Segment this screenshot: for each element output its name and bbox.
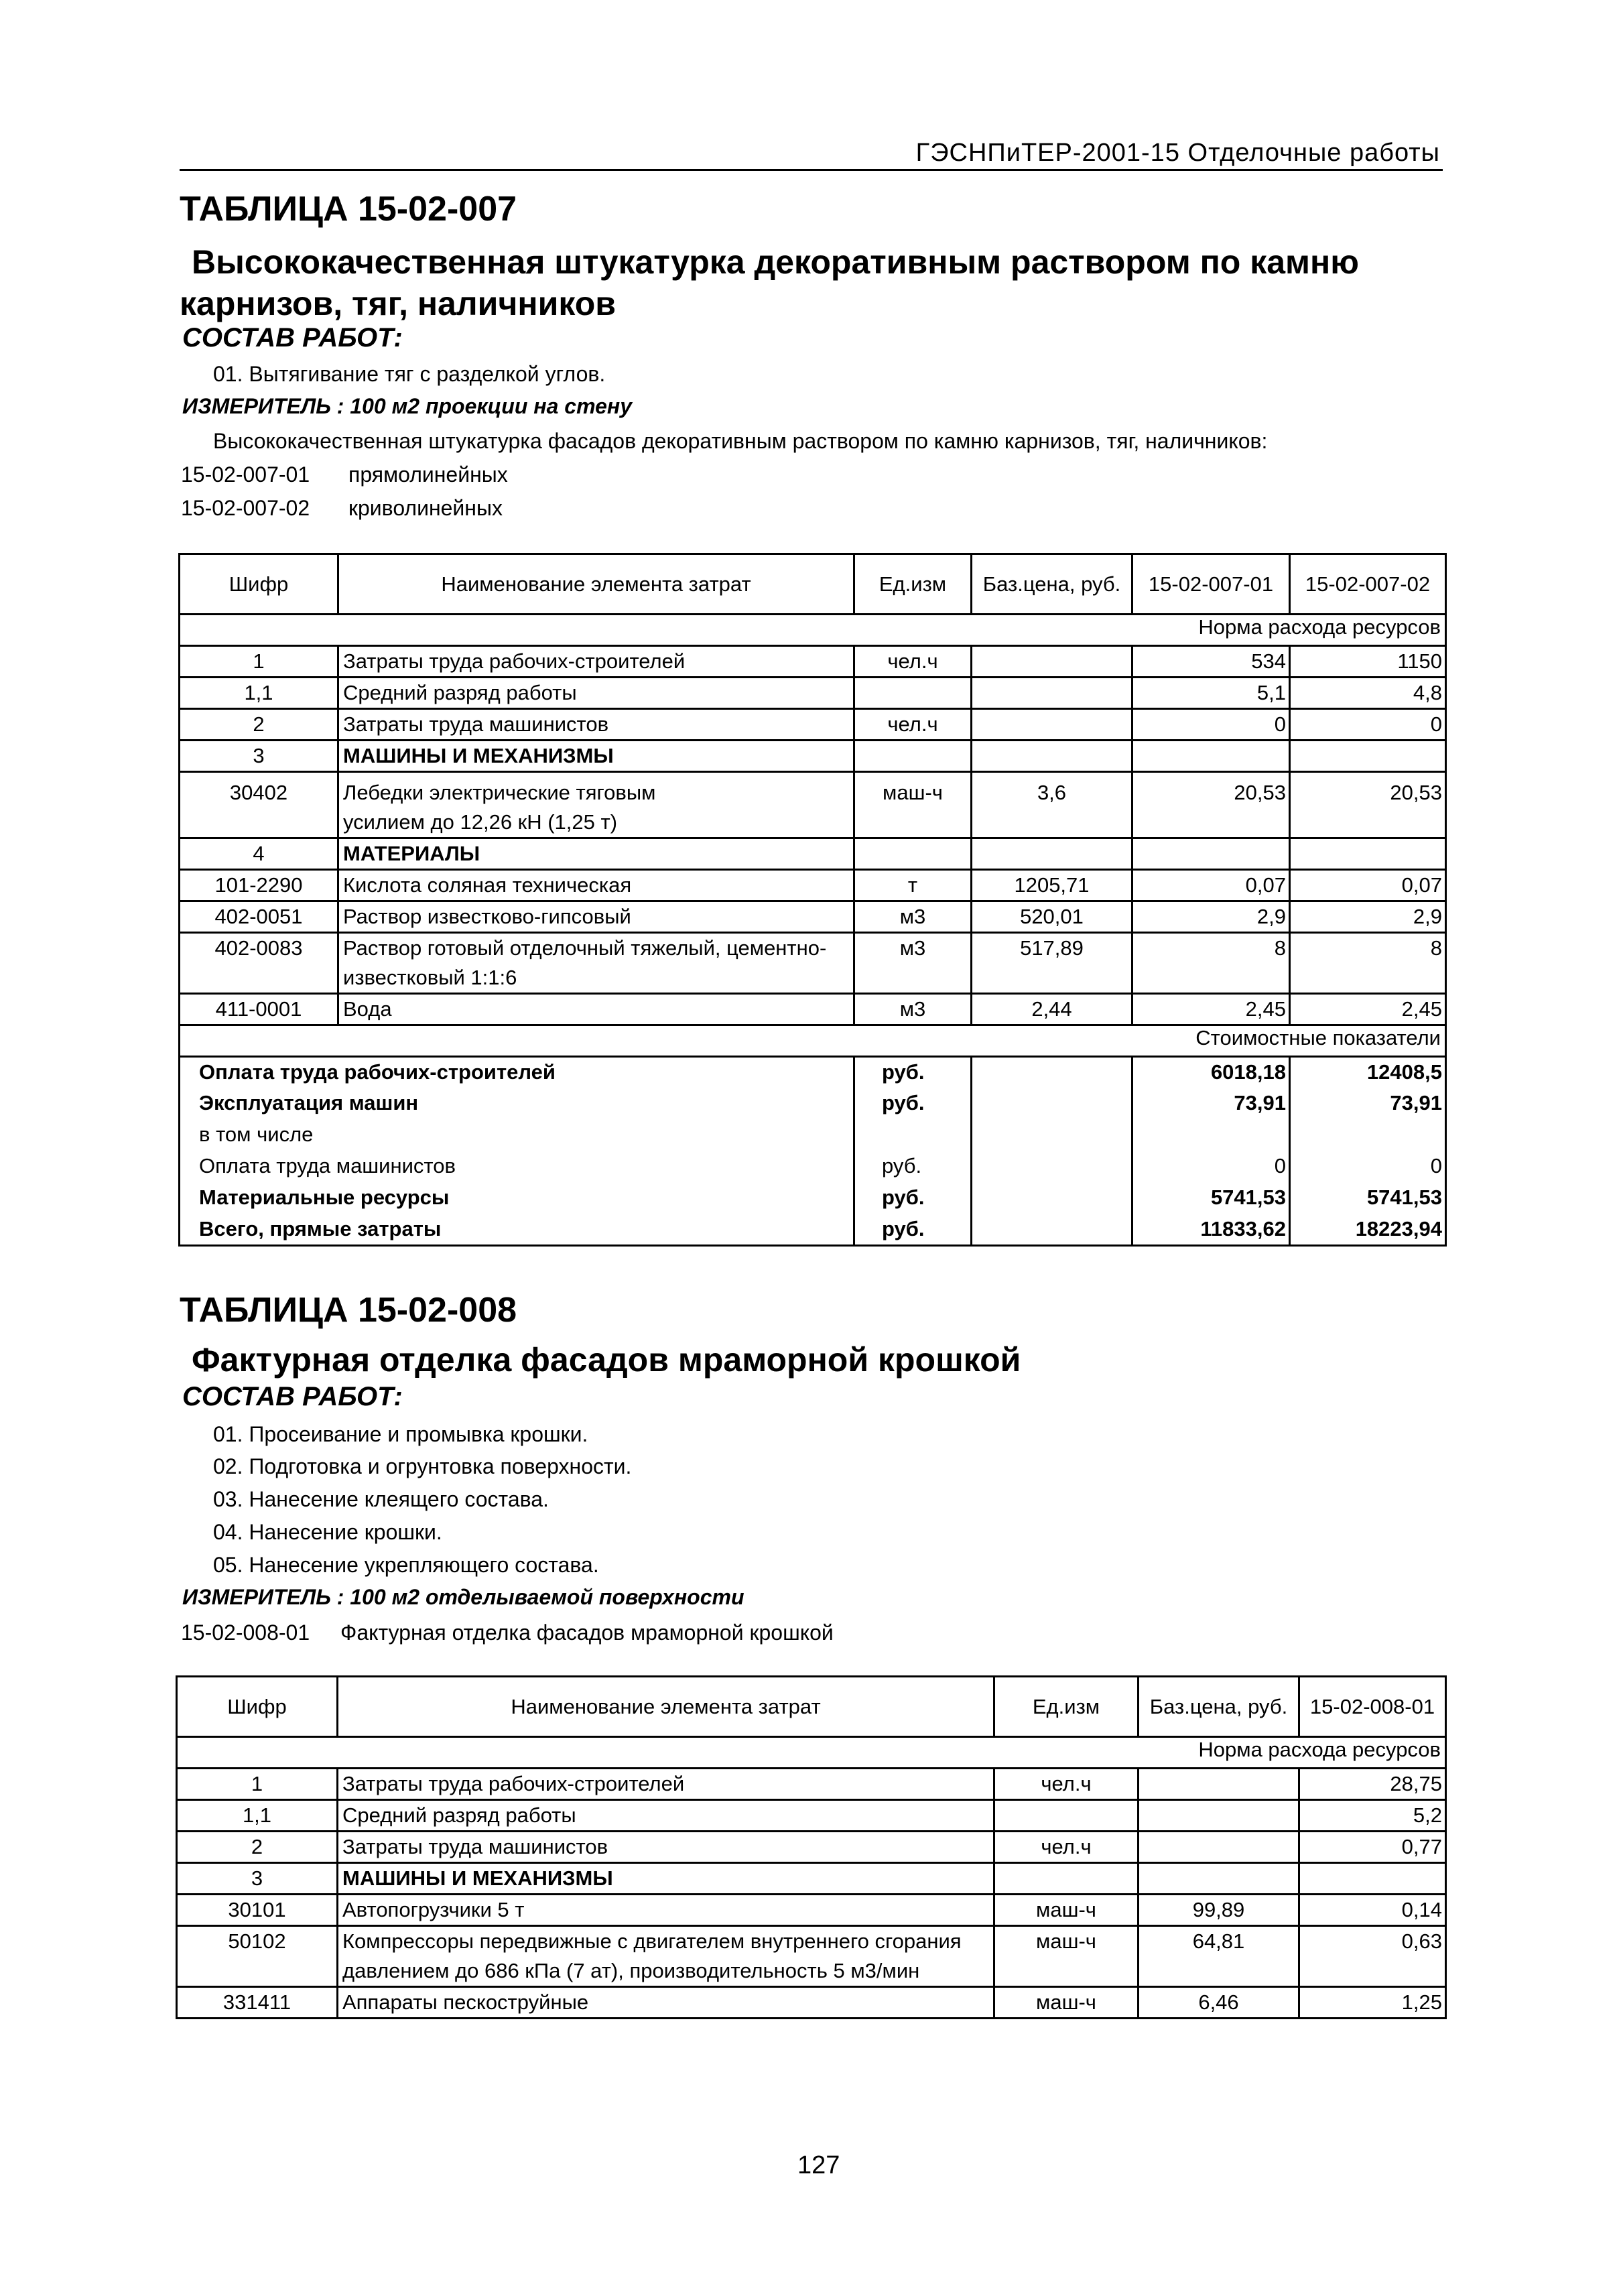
cost-value: 11833,62 bbox=[1132, 1214, 1290, 1246]
cell-unit: маш-ч bbox=[994, 1987, 1139, 2019]
cost-name: Оплата труда рабочих-строителей bbox=[180, 1057, 854, 1088]
cost-name: Оплата труда машинистов bbox=[180, 1151, 854, 1183]
table1-header-row bbox=[180, 554, 1446, 615]
cost-unit: руб. bbox=[854, 1151, 972, 1183]
cost-value: 12408,5 bbox=[1290, 1057, 1446, 1088]
cell-unit: маш-ч bbox=[994, 1926, 1139, 1987]
cell-unit: м3 bbox=[854, 933, 972, 994]
table-row bbox=[180, 772, 1446, 838]
cost-unit: руб. bbox=[854, 1214, 972, 1246]
table1-meter-value: 100 м2 проекции на стену bbox=[350, 394, 633, 418]
cell-value: 20,53 bbox=[1290, 772, 1446, 838]
cell-unit bbox=[994, 1800, 1139, 1832]
table-row bbox=[177, 1895, 1446, 1926]
cell-value: 0,07 bbox=[1132, 870, 1290, 901]
table1-variant-code: 15-02-007-01 bbox=[181, 462, 310, 487]
cost-name: Эксплуатация машин bbox=[180, 1088, 854, 1120]
table1-work-item: 01. Вытягивание тяг с разделкой углов. bbox=[213, 362, 606, 386]
cost-value: 73,91 bbox=[1132, 1088, 1290, 1120]
cell-name: Кислота соляная техническая bbox=[338, 870, 854, 901]
cell-price: 3,6 bbox=[972, 772, 1132, 838]
cell-value bbox=[1290, 838, 1446, 870]
column-header: Баз.цена, руб. bbox=[972, 554, 1132, 615]
table1 bbox=[178, 553, 1447, 1247]
table1-meter-label: ИЗМЕРИТЕЛЬ : bbox=[182, 394, 344, 418]
cell-name: МАТЕРИАЛЫ bbox=[338, 838, 854, 870]
cell-unit bbox=[854, 741, 972, 772]
cell-unit: чел.ч bbox=[994, 1832, 1139, 1863]
cost-name: Материальные ресурсы bbox=[180, 1183, 854, 1214]
cell-value: 2,9 bbox=[1132, 901, 1290, 933]
cost-price-empty bbox=[972, 1088, 1132, 1120]
cell-name: МАШИНЫ И МЕХАНИЗМЫ bbox=[338, 1863, 994, 1895]
cost-name: в том числе bbox=[180, 1120, 854, 1151]
table-row bbox=[177, 1987, 1446, 2019]
cell-value: 0,14 bbox=[1299, 1895, 1446, 1926]
table-row bbox=[180, 741, 1446, 772]
table1-variant-code: 15-02-007-02 bbox=[181, 496, 310, 520]
cost-value: 0 bbox=[1132, 1151, 1290, 1183]
cell-value: 0 bbox=[1132, 709, 1290, 741]
column-header: Ед.изм bbox=[994, 1677, 1139, 1737]
cost-row bbox=[180, 1057, 1446, 1088]
cell-name: Лебедки электрические тяговым усилием до 12,26 кН (1,25 т) bbox=[338, 772, 854, 838]
cell-code: 1,1 bbox=[180, 678, 338, 709]
cost-price-empty bbox=[972, 1183, 1132, 1214]
cell-unit: чел.ч bbox=[854, 646, 972, 678]
table2-work-item: 02. Подготовка и огрунтовка поверхности. bbox=[213, 1454, 632, 1478]
cell-code: 3 bbox=[177, 1863, 338, 1895]
table1-heading bbox=[180, 241, 1359, 324]
table-row bbox=[177, 1800, 1446, 1832]
cell-value: 8 bbox=[1290, 933, 1446, 994]
cost-label: Стоимостные показатели bbox=[180, 1025, 1446, 1057]
table1-heading-line1: Высококачественная штукатурка декоративным раствором по камню bbox=[192, 243, 1359, 281]
cell-value bbox=[1299, 1863, 1446, 1895]
cell-code: 3 bbox=[180, 741, 338, 772]
cost-row bbox=[180, 1214, 1446, 1246]
cell-price: 1205,71 bbox=[972, 870, 1132, 901]
table1-meter bbox=[182, 394, 632, 419]
table-row bbox=[180, 901, 1446, 933]
cell-price: 517,89 bbox=[972, 933, 1132, 994]
table1-heading-line2: карнизов, тяг, наличников bbox=[180, 285, 616, 322]
cell-name: Затраты труда машинистов bbox=[338, 709, 854, 741]
cell-value: 0 bbox=[1290, 709, 1446, 741]
cell-code: 411-0001 bbox=[180, 994, 338, 1025]
table2-work-label: СОСТАВ РАБОТ: bbox=[182, 1382, 403, 1411]
table2-variant-code: 15-02-008-01 bbox=[181, 1620, 310, 1645]
cell-price: 520,01 bbox=[972, 901, 1132, 933]
cell-code: 1 bbox=[177, 1769, 338, 1800]
table2-work-item: 04. Нанесение крошки. bbox=[213, 1520, 442, 1544]
cell-name: Автопогрузчики 5 т bbox=[338, 1895, 994, 1926]
cell-price bbox=[972, 709, 1132, 741]
cell-value bbox=[1132, 838, 1290, 870]
cell-value: 0,77 bbox=[1299, 1832, 1446, 1863]
table-row bbox=[180, 870, 1446, 901]
table-row bbox=[180, 709, 1446, 741]
table2-meter-label: ИЗМЕРИТЕЛЬ : bbox=[182, 1585, 344, 1609]
cost-name: Всего, прямые затраты bbox=[180, 1214, 854, 1246]
cell-unit: м3 bbox=[854, 901, 972, 933]
cell-name: Затраты труда машинистов bbox=[338, 1832, 994, 1863]
table-row bbox=[177, 1832, 1446, 1863]
cost-row bbox=[180, 1088, 1446, 1120]
cell-code: 402-0083 bbox=[180, 933, 338, 994]
cost-value: 5741,53 bbox=[1290, 1183, 1446, 1214]
cell-code: 50102 bbox=[177, 1926, 338, 1987]
cell-price bbox=[1139, 1863, 1299, 1895]
table1-description: Высококачественная штукатурка фасадов декоративным раствором по камню карнизов, тяг, наличников: bbox=[213, 429, 1268, 453]
table2-heading: Фактурная отделка фасадов мраморной крошкой bbox=[192, 1341, 1021, 1379]
cost-row bbox=[180, 1151, 1446, 1183]
norm-label: Норма расхода ресурсов bbox=[180, 615, 1446, 646]
column-header: 15-02-007-02 bbox=[1290, 554, 1446, 615]
column-header: 15-02-007-01 bbox=[1132, 554, 1290, 615]
cell-price bbox=[972, 838, 1132, 870]
cost-row bbox=[180, 1120, 1446, 1151]
cost-value: 18223,94 bbox=[1290, 1214, 1446, 1246]
cell-name: Средний разряд работы bbox=[338, 1800, 994, 1832]
cell-code: 30101 bbox=[177, 1895, 338, 1926]
table1-variant-name: криволинейных bbox=[348, 496, 503, 520]
cell-value: 5,2 bbox=[1299, 1800, 1446, 1832]
table2-work-item: 01. Просеивание и промывка крошки. bbox=[213, 1422, 588, 1446]
cell-code: 101-2290 bbox=[180, 870, 338, 901]
cell-unit bbox=[854, 678, 972, 709]
cell-unit: маш-ч bbox=[994, 1895, 1139, 1926]
cell-price bbox=[1139, 1800, 1299, 1832]
running-title: ГЭСНПиТЕР-2001-15 Отделочные работы bbox=[915, 139, 1440, 167]
cell-name: Затраты труда рабочих-строителей bbox=[338, 646, 854, 678]
cost-price-empty bbox=[972, 1120, 1132, 1151]
cost-price-empty bbox=[972, 1214, 1132, 1246]
cell-value: 5,1 bbox=[1132, 678, 1290, 709]
cost-row bbox=[180, 1183, 1446, 1214]
cell-price bbox=[1139, 1769, 1299, 1800]
cell-price bbox=[972, 646, 1132, 678]
cell-unit: маш-ч bbox=[854, 772, 972, 838]
cell-price bbox=[1139, 1832, 1299, 1863]
table2-variant-name: Фактурная отделка фасадов мраморной крошкой bbox=[340, 1620, 834, 1645]
cell-unit bbox=[854, 838, 972, 870]
cell-code: 1 bbox=[180, 646, 338, 678]
cell-name: Компрессоры передвижные с двигателем внутреннего сгорания давлением до 686 кПа (7 ат), производительность 5 м3/мин bbox=[338, 1926, 994, 1987]
cell-name: Вода bbox=[338, 994, 854, 1025]
cell-name: Раствор известково-гипсовый bbox=[338, 901, 854, 933]
table-row bbox=[177, 1926, 1446, 1987]
cost-price-empty bbox=[972, 1057, 1132, 1088]
cost-unit bbox=[854, 1120, 972, 1151]
cell-price: 99,89 bbox=[1139, 1895, 1299, 1926]
table2-title: ТАБЛИЦА 15-02-008 bbox=[180, 1291, 517, 1330]
cell-price: 64,81 bbox=[1139, 1926, 1299, 1987]
column-header: Наименование элемента затрат bbox=[338, 554, 854, 615]
column-header: Наименование элемента затрат bbox=[338, 1677, 994, 1737]
table-row bbox=[180, 678, 1446, 709]
cell-code: 30402 bbox=[180, 772, 338, 838]
cell-value: 1,25 bbox=[1299, 1987, 1446, 2019]
norm-label: Норма расхода ресурсов bbox=[177, 1737, 1446, 1769]
cell-value: 2,45 bbox=[1290, 994, 1446, 1025]
table2 bbox=[176, 1675, 1447, 2019]
norm-row bbox=[180, 615, 1446, 646]
table-row bbox=[180, 933, 1446, 994]
cost-value: 0 bbox=[1290, 1151, 1446, 1183]
table-row bbox=[180, 994, 1446, 1025]
cell-value bbox=[1132, 741, 1290, 772]
cell-price bbox=[972, 678, 1132, 709]
table-row bbox=[180, 838, 1446, 870]
table2-work-item: 03. Нанесение клеящего состава. bbox=[213, 1487, 549, 1511]
column-header: 15-02-008-01 bbox=[1299, 1677, 1446, 1737]
cell-value: 8 bbox=[1132, 933, 1290, 994]
cell-name: МАШИНЫ И МЕХАНИЗМЫ bbox=[338, 741, 854, 772]
table-row bbox=[177, 1863, 1446, 1895]
cell-price: 2,44 bbox=[972, 994, 1132, 1025]
table2-header-row bbox=[177, 1677, 1446, 1737]
table-row bbox=[180, 646, 1446, 678]
cost-value: 5741,53 bbox=[1132, 1183, 1290, 1214]
cell-value: 534 bbox=[1132, 646, 1290, 678]
cell-value bbox=[1290, 741, 1446, 772]
table1-title: ТАБЛИЦА 15-02-007 bbox=[180, 190, 517, 229]
cost-unit: руб. bbox=[854, 1183, 972, 1214]
cell-value: 20,53 bbox=[1132, 772, 1290, 838]
cell-code: 1,1 bbox=[177, 1800, 338, 1832]
cell-name: Раствор готовый отделочный тяжелый, цементно-известковый 1:1:6 bbox=[338, 933, 854, 994]
cell-value: 1150 bbox=[1290, 646, 1446, 678]
cell-value: 28,75 bbox=[1299, 1769, 1446, 1800]
column-header: Ед.изм bbox=[854, 554, 972, 615]
norm-row bbox=[177, 1737, 1446, 1769]
running-header bbox=[180, 137, 1443, 171]
cost-value: 73,91 bbox=[1290, 1088, 1446, 1120]
column-header: Шифр bbox=[180, 554, 338, 615]
cost-unit: руб. bbox=[854, 1057, 972, 1088]
cost-price-empty bbox=[972, 1151, 1132, 1183]
cell-code: 331411 bbox=[177, 1987, 338, 2019]
table1-variant-name: прямолинейных bbox=[348, 462, 508, 487]
cell-price: 6,46 bbox=[1139, 1987, 1299, 2019]
cell-name: Затраты труда рабочих-строителей bbox=[338, 1769, 994, 1800]
cost-unit: руб. bbox=[854, 1088, 972, 1120]
cell-unit: т bbox=[854, 870, 972, 901]
cell-unit: чел.ч bbox=[854, 709, 972, 741]
cell-value: 0,07 bbox=[1290, 870, 1446, 901]
cell-unit bbox=[994, 1863, 1139, 1895]
cost-label-row bbox=[180, 1025, 1446, 1057]
column-header: Шифр bbox=[177, 1677, 338, 1737]
cell-code: 402-0051 bbox=[180, 901, 338, 933]
cell-unit: чел.ч bbox=[994, 1769, 1139, 1800]
cell-name: Средний разряд работы bbox=[338, 678, 854, 709]
cell-price bbox=[972, 741, 1132, 772]
cost-value bbox=[1132, 1120, 1290, 1151]
table-row bbox=[177, 1769, 1446, 1800]
cell-value: 4,8 bbox=[1290, 678, 1446, 709]
cell-unit: м3 bbox=[854, 994, 972, 1025]
column-header: Баз.цена, руб. bbox=[1139, 1677, 1299, 1737]
table2-meter bbox=[182, 1585, 744, 1610]
cell-value: 2,45 bbox=[1132, 994, 1290, 1025]
page-number: 127 bbox=[797, 2151, 840, 2179]
cell-name: Аппараты пескоструйные bbox=[338, 1987, 994, 2019]
cell-value: 0,63 bbox=[1299, 1926, 1446, 1987]
table1-work-label: СОСТАВ РАБОТ: bbox=[182, 323, 403, 353]
cell-code: 2 bbox=[180, 709, 338, 741]
cell-code: 4 bbox=[180, 838, 338, 870]
cell-code: 2 bbox=[177, 1832, 338, 1863]
table2-work-item: 05. Нанесение укрепляющего состава. bbox=[213, 1553, 599, 1577]
cost-value: 6018,18 bbox=[1132, 1057, 1290, 1088]
cost-value bbox=[1290, 1120, 1446, 1151]
cell-value: 2,9 bbox=[1290, 901, 1446, 933]
table2-meter-value: 100 м2 отделываемой поверхности bbox=[350, 1585, 744, 1609]
